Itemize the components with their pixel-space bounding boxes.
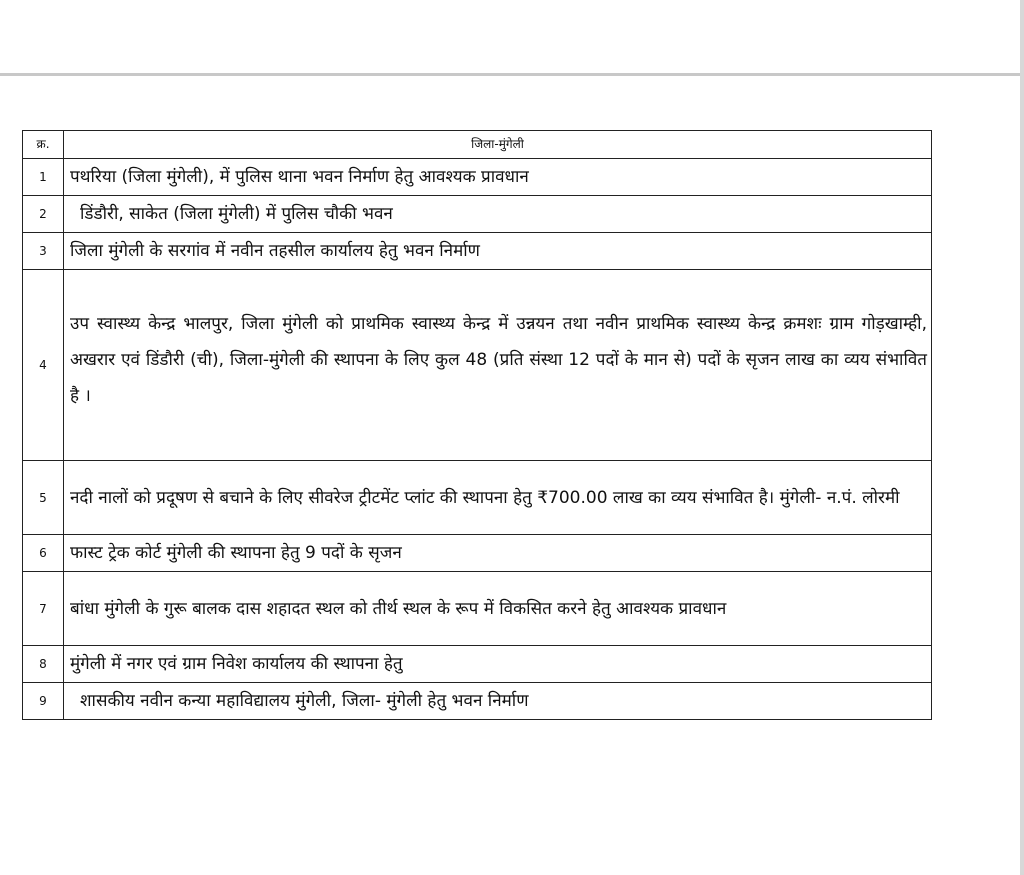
table-row: [23, 572, 932, 646]
row-text: मुंगेली में नगर एवं ग्राम निवेश कार्यालय की स्थापना हेतु: [64, 646, 932, 683]
table-row: [23, 270, 932, 461]
row-number: 5: [23, 461, 64, 535]
top-divider: [0, 73, 1024, 76]
row-text: फास्ट ट्रेक कोर्ट मुंगेली की स्थापना हेतु 9 पदों के सृजन: [64, 535, 932, 572]
row-number: 8: [23, 646, 64, 683]
table-row: [23, 646, 932, 683]
row-number: 3: [23, 233, 64, 270]
table-row: [23, 535, 932, 572]
table-row: [23, 683, 932, 720]
table-header-row: [23, 131, 932, 159]
row-number: 9: [23, 683, 64, 720]
row-text: डिंडौरी, साकेत (जिला मुंगेली) में पुलिस चौकी भवन: [64, 196, 932, 233]
serial-header: क्र.: [23, 131, 64, 159]
table-row: [23, 233, 932, 270]
row-number: 7: [23, 572, 64, 646]
table-row: [23, 196, 932, 233]
table-row: [23, 159, 932, 196]
page-edge: [1020, 0, 1024, 875]
row-number: 2: [23, 196, 64, 233]
row-text: पथरिया (जिला मुंगेली), में पुलिस थाना भवन निर्माण हेतु आवश्यक प्रावधान: [64, 159, 932, 196]
district-header: जिला-मुंगेली: [64, 131, 932, 159]
row-number: 6: [23, 535, 64, 572]
row-text: जिला मुंगेली के सरगांव में नवीन तहसील कार्यालय हेतु भवन निर्माण: [64, 233, 932, 270]
row-text: शासकीय नवीन कन्या महाविद्यालय मुंगेली, जिला- मुंगेली हेतु भवन निर्माण: [64, 683, 932, 720]
row-text: बांधा मुंगेली के गुरू बालक दास शहादत स्थल को तीर्थ स्थल के रूप में विकसित करने हेतु आवश्यक प्रावधान: [64, 572, 932, 646]
district-works-table: [22, 130, 932, 720]
table-row: [23, 461, 932, 535]
row-text: उप स्वास्थ्य केन्द्र भालपुर, जिला मुंगेली को प्राथमिक स्वास्थ्य केन्द्र में उन्नयन तथा नवीन प्राथमिक स्वास्थ्य केन्द्र क्रमशः ग्राम गोड़खाम्ही, अखरार एवं डिंडौरी (ची), जिला-मुंगेली की स्थापना के लिए कुल 48 (प्रति संस्था 12 पदों के मान से) पदों के सृजन लाख का व्यय संभावित है ।: [64, 270, 932, 461]
row-number: 1: [23, 159, 64, 196]
row-number: 4: [23, 270, 64, 461]
row-text: नदी नालों को प्रदूषण से बचाने के लिए सीवरेज ट्रीटमेंट प्लांट की स्थापना हेतु ₹700.00 लाख का व्यय संभावित है। मुंगेली- न.पं. लोरमी: [64, 461, 932, 535]
